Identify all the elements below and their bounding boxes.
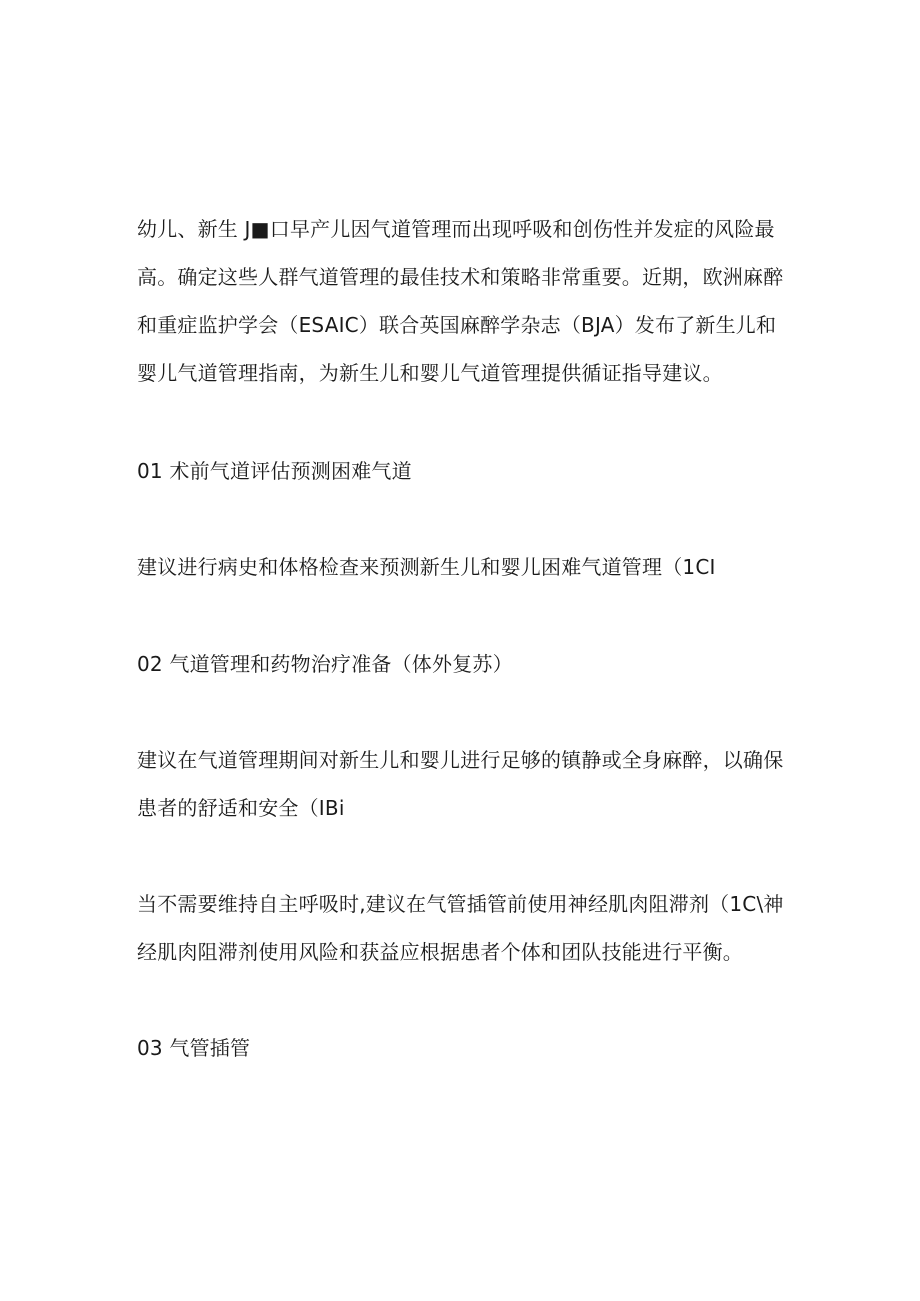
section-2-paragraph-1-line: 建议在气道管理期间对新生儿和婴儿进行足够的镇静或全身麻醉，以确保 bbox=[137, 748, 784, 772]
section-2-heading-text: 02 气道管理和药物治疗准备（体外复苏） bbox=[137, 652, 513, 676]
section-2-paragraph-2-line: 当不需要维持自主呼吸时,建议在气管插管前使用神经肌肉阻滞剂（1C\神 bbox=[137, 892, 784, 916]
intro-line: 高。确定这些人群气道管理的最佳技术和策略非常重要。近期，欧洲麻醉 bbox=[137, 265, 784, 289]
section-3-heading bbox=[137, 1024, 787, 1072]
section-1-paragraph-text: 建议进行病史和体格检查来预测新生儿和婴儿困难气道管理（1CI bbox=[137, 555, 716, 579]
section-2-paragraph-2-line: 经肌肉阻滞剂使用风险和获益应根据患者个体和团队技能进行平衡。 bbox=[137, 940, 743, 964]
intro-line: 和重症监护学会（ESAIC）联合英国麻醉学杂志（BJA）发布了新生儿和 bbox=[137, 313, 777, 337]
intro-line: 婴儿气道管理指南，为新生儿和婴儿气道管理提供循证指导建议。 bbox=[137, 361, 723, 385]
intro-paragraph bbox=[137, 205, 787, 397]
intro-line: 幼儿、新生 J■口早产儿因气道管理而出现呼吸和创伤性并发症的风险最 bbox=[137, 217, 775, 241]
section-3-heading-text: 03 气管插管 bbox=[137, 1036, 251, 1060]
section-2-paragraph-1-line: 患者的舒适和安全（IBi bbox=[137, 796, 345, 820]
section-2-paragraph-1 bbox=[137, 736, 787, 832]
section-1-paragraph bbox=[137, 543, 787, 591]
section-2-heading bbox=[137, 640, 787, 688]
section-2-paragraph-2 bbox=[137, 880, 787, 976]
section-1-heading bbox=[137, 447, 787, 495]
section-1-heading-text: 01 术前气道评估预测困难气道 bbox=[137, 459, 412, 483]
